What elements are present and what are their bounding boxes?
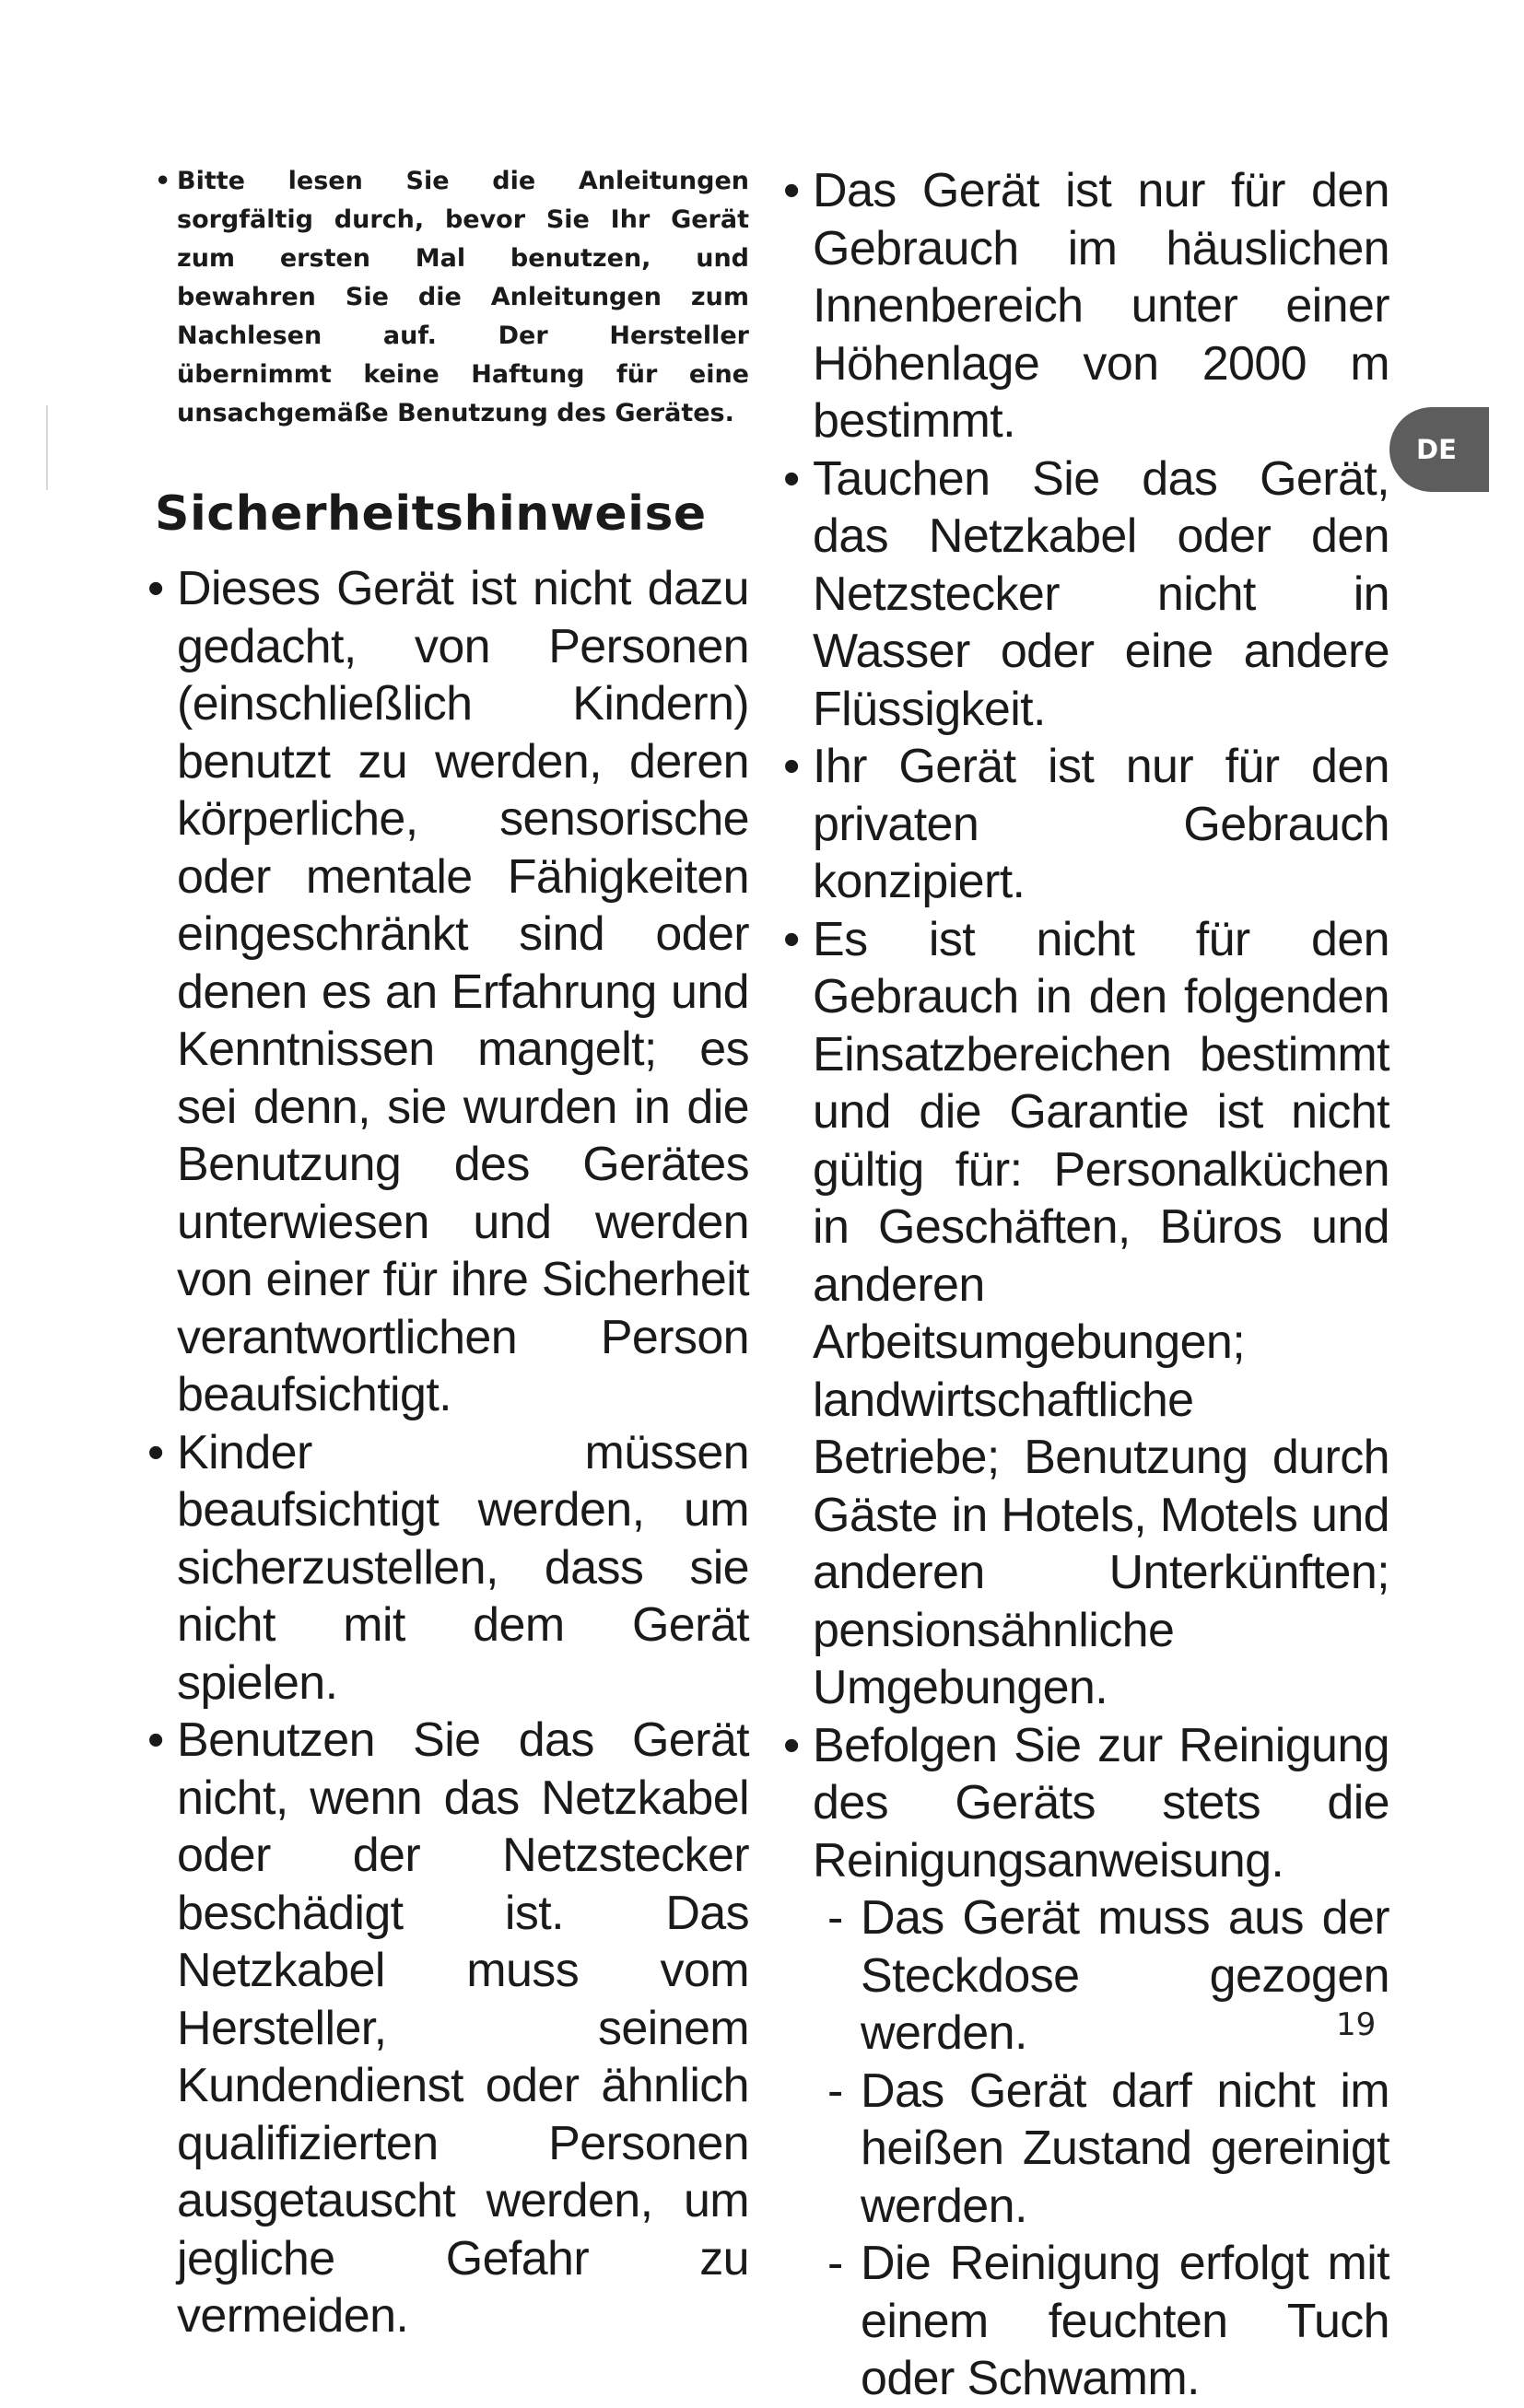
list-item: [147, 1424, 749, 1712]
dash-icon: -: [827, 2063, 843, 2118]
list-item-text: Tauchen Sie das Gerät, das Netzkabel oder den Netzstecker nicht in Wasser oder eine andere Flüssigkeit.: [813, 451, 1389, 736]
list-item: [783, 738, 1389, 911]
page-number: 19: [1336, 2006, 1377, 2043]
cleaning-sublist: [813, 1889, 1389, 2408]
margin-mark: [46, 405, 48, 490]
list-item-text: Befolgen Sie zur Reinigung des Geräts stets die Reinigungsanweisung.: [813, 1718, 1389, 1888]
bullet-icon: •: [783, 740, 800, 793]
bullet-icon: •: [147, 562, 164, 615]
sub-list-item-text: Das Gerät muss aus der Steckdose gezogen werden.: [861, 1891, 1389, 2060]
language-tab: DE: [1389, 407, 1489, 492]
sub-list-item-text: Die Reinigung erfolgt mit einem feuchten Tuch oder Schwamm.: [861, 2237, 1389, 2405]
list-item-text: Ihr Gerät ist nur für den privaten Gebrauch konzipiert.: [813, 740, 1389, 908]
sub-list-item: [827, 2063, 1389, 2236]
list-item-text: Es ist nicht für den Gebrauch in den folgenden Einsatzbereichen bestimmt und die Garantie ist nicht gültig für: Personalküchen in Geschäften, Büros und anderen Arbeitsumgebungen; landwirtschaftliche Betriebe; Benutzung durch Gäste in Hotels, Motels und anderen Unterkünften; pensionsähnliche Umgebungen.: [813, 912, 1389, 1714]
dash-icon: -: [827, 1891, 843, 1945]
sub-list-item: [827, 2235, 1389, 2408]
list-item: [783, 1717, 1389, 2408]
right-column: [783, 162, 1389, 2408]
bullet-icon: •: [783, 912, 800, 966]
bullet-icon: •: [783, 451, 800, 506]
intro-text: Bitte lesen Sie die Anleitungen sorgfältig durch, bevor Sie Ihr Gerät zum ersten Mal benutzen, und bewahren Sie die Anleitungen zum Nachlesen auf. Der Hersteller übernimmt keine Haftung für eine unsachgemäße Benutzung des Gerätes.: [177, 167, 749, 427]
list-item: [783, 911, 1389, 1717]
safety-list-left: [147, 560, 749, 2345]
section-heading: Sicherheitshinweise: [155, 486, 707, 542]
bullet-icon: •: [783, 1718, 800, 1772]
left-column: [147, 162, 749, 2345]
list-item-text: Das Gerät ist nur für den Gebrauch im häuslichen Innenbereich unter einer Höhenlage von 2000 m bestimmt.: [813, 164, 1389, 448]
list-item: [783, 450, 1389, 739]
list-item: [147, 1712, 749, 2345]
sub-list-item-text: Das Gerät darf nicht im heißen Zustand gereinigt werden.: [861, 2063, 1389, 2233]
list-item: [147, 560, 749, 1424]
list-item-text: Kinder müssen beaufsichtigt werden, um sicherzustellen, dass sie nicht mit dem Gerät spielen.: [177, 1425, 749, 1710]
bullet-icon: •: [147, 1713, 164, 1767]
sub-list-item: [827, 1889, 1389, 2063]
safety-list-right: [783, 162, 1389, 2408]
dash-icon: -: [827, 2237, 843, 2290]
bullet-icon: •: [783, 164, 800, 217]
bullet-icon: •: [147, 1425, 164, 1479]
bullet-icon: •: [155, 167, 171, 195]
list-item-text: Dieses Gerät ist nicht dazu gedacht, von Personen (einschließlich Kindern) benutzt zu werden, deren körperliche, sensorische oder mentale Fähigkeiten eingeschränkt sind oder denen es an Erfahrung und Kenntnissen mangelt; es sei denn, sie wurden in die Benutzung des Gerätes unterwiesen und werden von einer für ihre Sicherheit verantwortlichen Person beaufsichtigt.: [177, 562, 749, 1421]
list-item: [783, 162, 1389, 450]
intro-paragraph: [155, 162, 749, 433]
list-item-text: Benutzen Sie das Gerät nicht, wenn das Netzkabel oder der Netzstecker beschädigt ist. Das Netzkabel muss vom Hersteller, seinem Kundendienst oder ähnlich qualifizierten Personen ausgetauscht werden, um jegliche Gefahr zu vermeiden.: [177, 1713, 749, 2343]
